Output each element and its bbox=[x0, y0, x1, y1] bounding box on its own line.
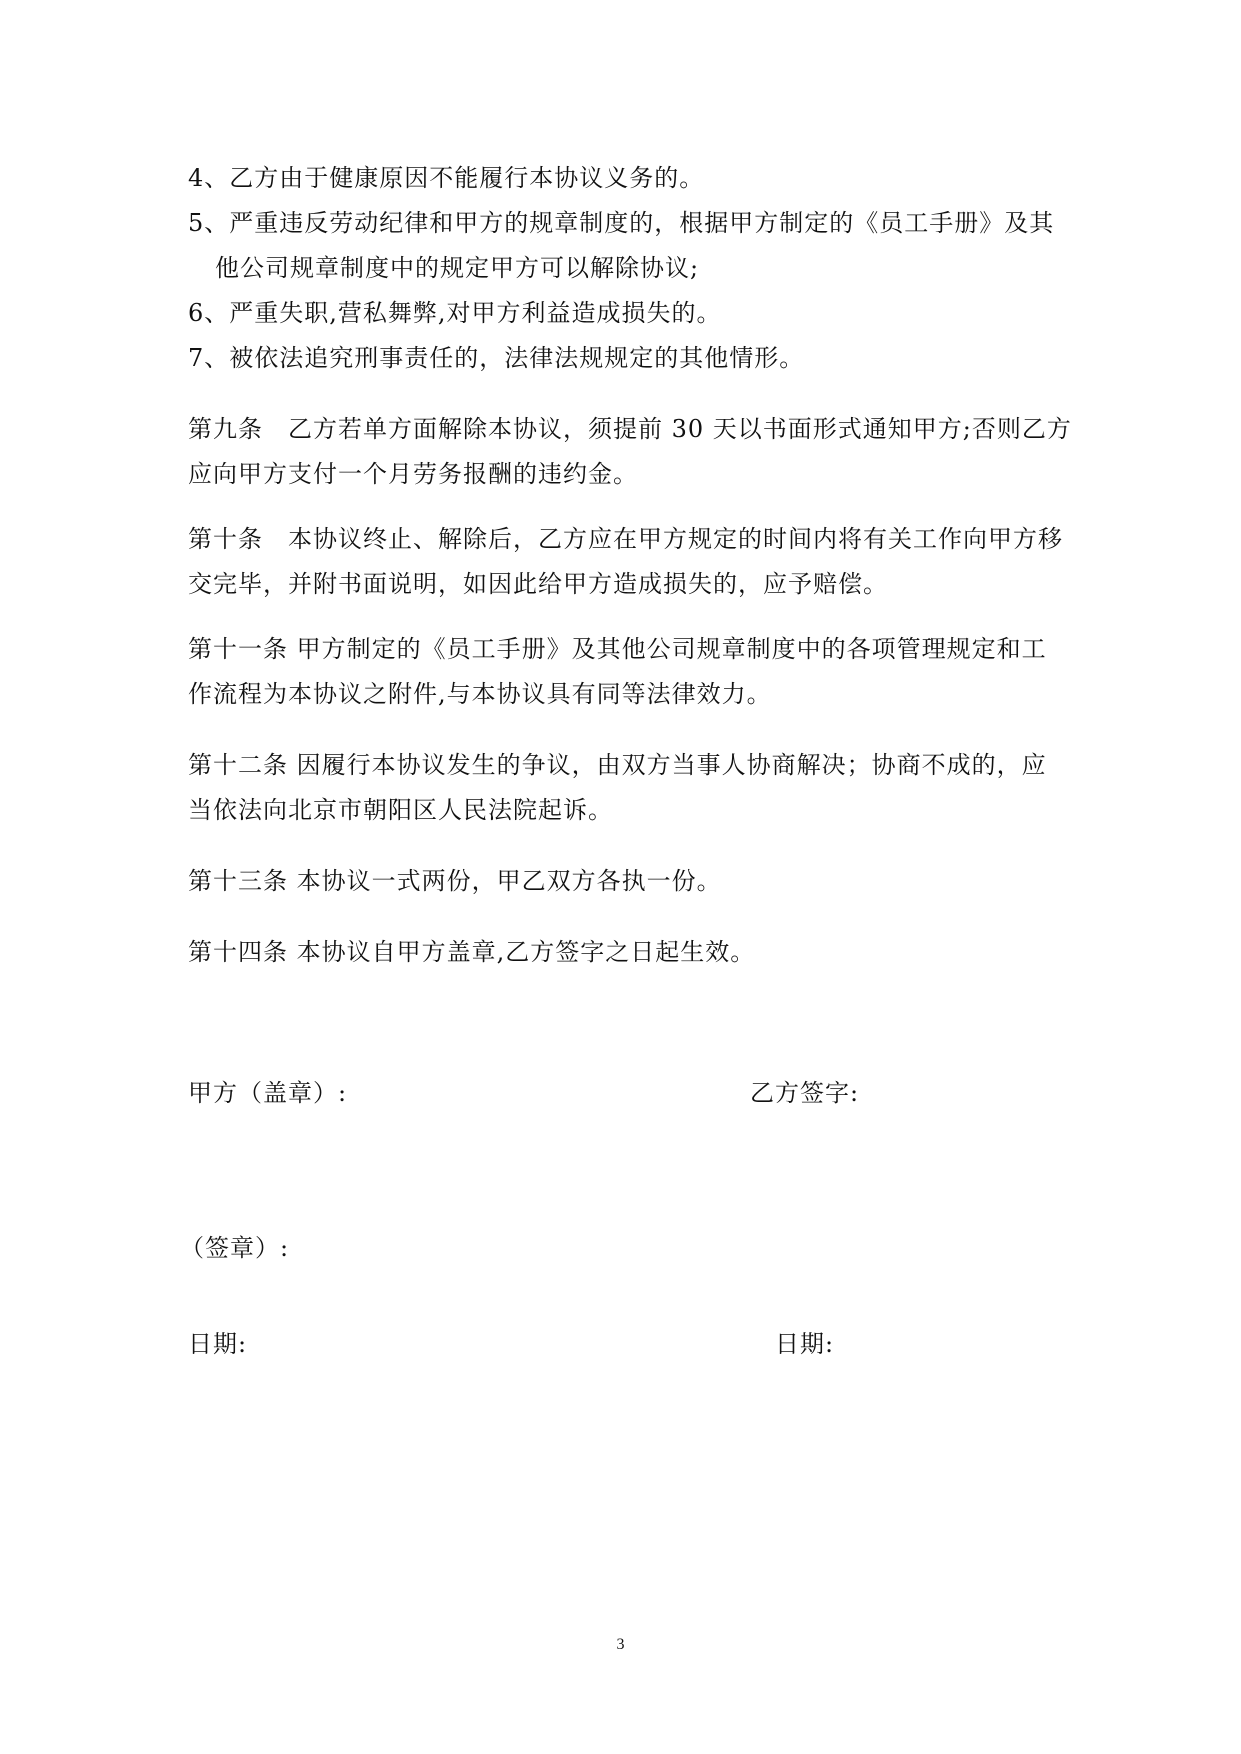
clause-item-5-line-2: 他公司规章制度中的规定甲方可以解除协议; bbox=[215, 254, 700, 282]
article-11-line-1: 第十一条 甲方制定的《员工手册》及其他公司规章制度中的各项管理规定和工 bbox=[188, 635, 1047, 663]
article-13: 第十三条 本协议一式两份，甲乙双方各执一份。 bbox=[188, 867, 722, 895]
article-9-line-2: 应向甲方支付一个月劳务报酬的违约金。 bbox=[188, 460, 638, 488]
party-a-date-label: 日期: bbox=[188, 1330, 248, 1358]
clause-item-7: 7、被依法追究刑事责任的，法律法规规定的其他情形。 bbox=[188, 344, 805, 372]
article-14: 第十四条 本协议自甲方盖章,乙方签字之日起生效。 bbox=[188, 938, 756, 966]
clause-item-6: 6、严重失职,营私舞弊,对甲方利益造成损失的。 bbox=[188, 299, 722, 327]
seal-label: （签章）: bbox=[180, 1234, 290, 1262]
article-9-line-1: 第九条 乙方若单方面解除本协议，须提前 30 天以书面形式通知甲方;否则乙方 bbox=[188, 415, 1072, 443]
clause-item-5-line-1: 5、严重违反劳动纪律和甲方的规章制度的，根据甲方制定的《员工手册》及其 bbox=[188, 209, 1055, 237]
article-12-line-2: 当依法向北京市朝阳区人民法院起诉。 bbox=[188, 796, 613, 824]
article-10-line-1: 第十条 本协议终止、解除后，乙方应在甲方规定的时间内将有关工作向甲方移 bbox=[188, 525, 1063, 553]
clause-item-4: 4、乙方由于健康原因不能履行本协议义务的。 bbox=[188, 164, 705, 192]
party-a-seal-label: 甲方（盖章）: bbox=[188, 1079, 348, 1107]
page-number: 3 bbox=[616, 1636, 625, 1653]
article-11-line-2: 作流程为本协议之附件,与本协议具有同等法律效力。 bbox=[188, 680, 772, 708]
party-b-date-label: 日期: bbox=[775, 1330, 835, 1358]
article-10-line-2: 交完毕，并附书面说明，如因此给甲方造成损失的，应予赔偿。 bbox=[188, 570, 888, 598]
article-12-line-1: 第十二条 因履行本协议发生的争议，由双方当事人协商解决；协商不成的，应 bbox=[188, 751, 1047, 779]
party-b-signature-label: 乙方签字: bbox=[750, 1079, 860, 1107]
